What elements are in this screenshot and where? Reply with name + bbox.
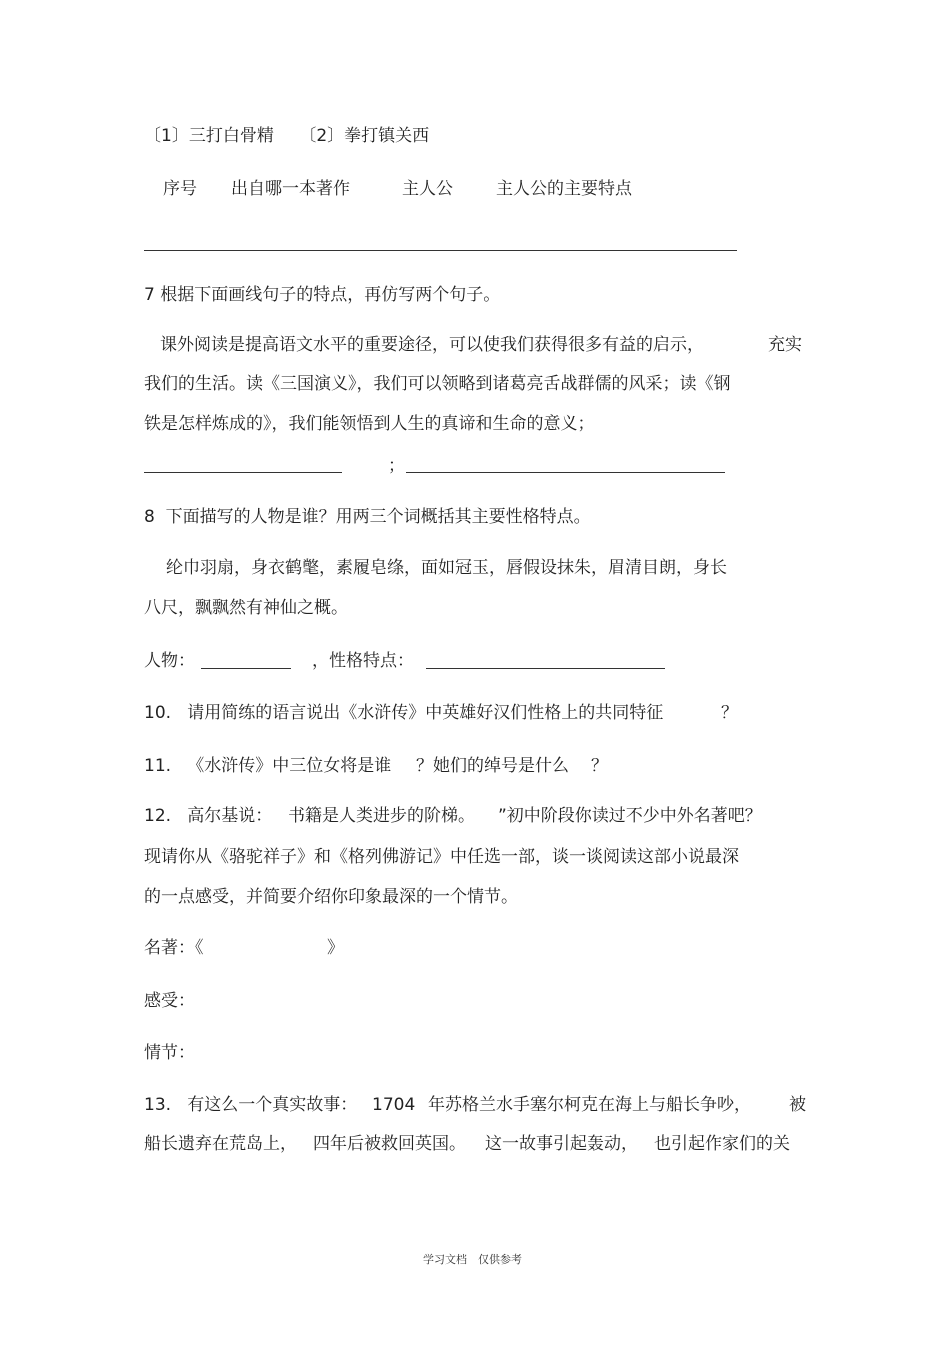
example-titles: 〔1〕三打白骨精 〔2〕拳打镇关西 [144, 126, 430, 146]
q7-separator: ； [388, 456, 405, 476]
q12-feeling-label: 感受： [144, 991, 195, 1011]
q7-answer-2[interactable] [406, 472, 725, 473]
q7-answer-1[interactable] [144, 472, 342, 473]
q12-line-1c: ”初中阶段你读过不少中外名著吧？ [498, 806, 762, 826]
q12-line-1b: 书籍是人类进步的阶梯。 [288, 806, 475, 826]
q8-prompt: 8 下面描写的人物是谁？用两三个词概括其主要性格特点。 [144, 507, 591, 527]
q7-passage-line-3: 铁是怎样炼成的》，我们能领悟到人生的真谛和生命的意义； [144, 414, 595, 434]
q10-text: 10. 请用简练的语言说出《水浒传》中英雄好汉们性格上的共同特征 [144, 703, 664, 723]
q8-passage-line-2: 八尺，飘飘然有神仙之概。 [144, 598, 348, 618]
q13-line-2c: 这一故事引起轰动， [485, 1134, 638, 1154]
q7-passage-line-2: 我们的生活。读《三国演义》，我们可以领略到诸葛亮舌战群儒的风采；读《钢 [144, 374, 731, 394]
q13-line-1a: 13. 有这么一个真实故事： [144, 1095, 358, 1115]
q13-line-1b: 1704 [372, 1095, 416, 1115]
q12-book-close: 》 [327, 938, 344, 958]
q12-line-1a: 12. 高尔基说： [144, 806, 273, 826]
q8-trait-label: ，性格特点： [312, 651, 414, 671]
q10-mark: ？ [721, 703, 738, 723]
q8-person-answer[interactable] [201, 668, 291, 669]
q13-line-1d: 被 [789, 1095, 806, 1115]
header-protagonist: 主人公 [402, 179, 453, 199]
q13-line-2b: 四年后被救回英国。 [313, 1134, 466, 1154]
q12-book-label: 名著：《 [144, 938, 204, 958]
table-answer-line[interactable] [144, 250, 737, 251]
q7-passage-line-1-end: 充实 [768, 335, 802, 355]
q12-plot-label: 情节： [144, 1043, 195, 1063]
q8-passage-line-1: 纶巾羽扇，身衣鹤氅，素履皂绦，面如冠玉，唇假设抹朱，眉清目朗，身长 [166, 558, 727, 578]
q12-line-2: 现请你从《骆驼祥子》和《格列佛游记》中任选一部，谈一谈阅读这部小说最深 [144, 847, 739, 867]
header-traits: 主人公的主要特点 [496, 179, 632, 199]
q8-person-label: 人物： [144, 651, 195, 671]
q13-line-2d: 也引起作家们的关 [654, 1134, 790, 1154]
q12-line-3: 的一点感受，并简要介绍你印象最深的一个情节。 [144, 887, 518, 907]
header-index: 序号 [163, 179, 197, 199]
page-footer: 学习文档 仅供参考 [423, 1253, 522, 1266]
q11-mark-1: ？她们的绰号是什么 [416, 756, 569, 776]
q11-mark-2: ？ [591, 756, 608, 776]
q7-prompt: 7 根据下面画线句子的特点，再仿写两个句子。 [144, 285, 501, 305]
q8-trait-answer[interactable] [426, 668, 665, 669]
q7-passage-line-1: 课外阅读是提高语文水平的重要途径，可以使我们获得很多有益的启示， [160, 335, 704, 355]
q13-line-1c: 年苏格兰水手塞尔柯克在海上与船长争吵， [428, 1095, 751, 1115]
header-book: 出自哪一本著作 [231, 179, 350, 199]
q13-line-2a: 船长遗弃在荒岛上， [144, 1134, 297, 1154]
q11-text: 11. 《水浒传》中三位女将是谁 [144, 756, 392, 776]
